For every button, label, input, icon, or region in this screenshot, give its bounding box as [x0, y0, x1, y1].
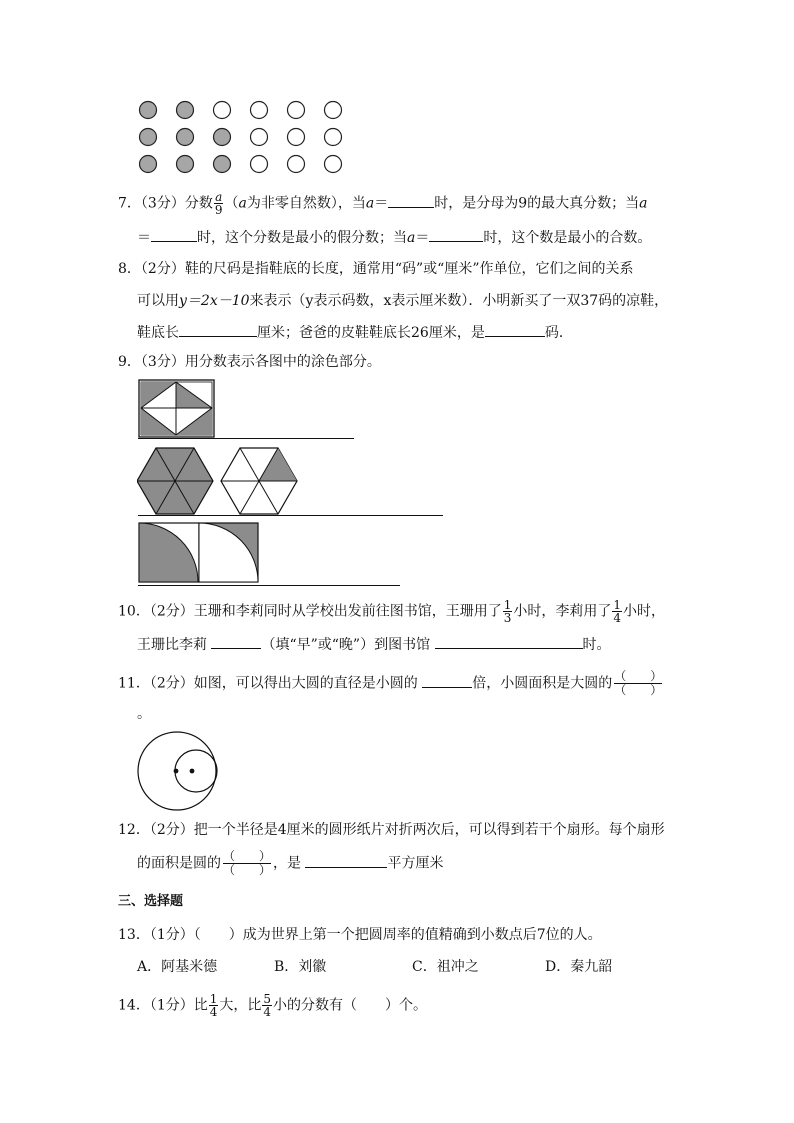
- answer-blank[interactable]: [305, 853, 387, 868]
- center-dot: [190, 769, 195, 774]
- rectangle-diamond-figure: [138, 379, 216, 439]
- dot: [251, 129, 268, 146]
- answer-blank[interactable]: [211, 634, 261, 649]
- center-dot: [174, 769, 179, 774]
- question-13-line-1: 13．（1分）（ ）成为世界上第一个把圆周率的值精确到小数点后7位的人。: [118, 927, 602, 943]
- fraction-1-over-4: $\frac{1}{4}$: [209, 992, 218, 1019]
- dot: [177, 102, 194, 119]
- question-8-line-1: 8．（2分）鞋的尺码是指鞋底的长度，通常用“码”或“厘米”作单位，它们之间的关系: [118, 261, 634, 277]
- question-7-line-1: 7．（3分）分数 $\frac{a}{9}$ （a为非零自然数），当a＝ 时，是分母为9的最大真分数；当a: [118, 190, 648, 217]
- question-12-line-2: 的面积是圆的 （ ） （ ） ，是 平方厘米: [137, 849, 444, 877]
- dot: [214, 102, 231, 119]
- section-title: 三、选择题: [118, 894, 184, 909]
- question-12-line-1: 12．（2分）把一个半径是4厘米的圆形纸片对折两次后，可以得到若干个扇形。每个扇形: [118, 822, 665, 838]
- dot: [288, 129, 305, 146]
- dot: [251, 156, 268, 173]
- dot: [140, 156, 157, 173]
- circles-figure: [135, 731, 221, 813]
- dot: [325, 102, 342, 119]
- option-c[interactable]: C．祖冲之: [412, 959, 479, 975]
- dot: [251, 102, 268, 119]
- fraction-1-over-4: $\frac{1}{4}$: [613, 598, 622, 625]
- answer-line[interactable]: [138, 438, 354, 439]
- dot: [140, 129, 157, 146]
- fraction-blank[interactable]: （ ） （ ）: [223, 849, 272, 877]
- fraction-a-over-9: $\frac{a}{9}$: [214, 190, 223, 217]
- fraction-1-over-3: $\frac{1}{3}$: [503, 598, 512, 625]
- option-a[interactable]: A．阿基米德: [137, 959, 218, 975]
- dot: [288, 102, 305, 119]
- answer-blank[interactable]: [151, 227, 197, 242]
- quarter-circle-squares-figure: [138, 522, 260, 584]
- option-b[interactable]: B．刘徽: [274, 959, 327, 975]
- question-10-line-2: 王珊比李莉 （填“早”或“晚”）到图书馆 时。: [137, 634, 611, 655]
- dot-grid-figure: [134, 96, 350, 178]
- dot: [288, 156, 305, 173]
- hexagon-full-shaded: [137, 448, 213, 514]
- question-8-line-2: 可以用y＝2x－10来表示（y表示码数，x表示厘米数）．小明新买了一双37码的凉鞋，: [137, 293, 669, 309]
- question-11-line-1: 11．（2分）如图，可以得出大圆的直径是小圆的 倍，小圆面积是大圆的 （ ） （ ）: [118, 669, 663, 697]
- answer-line[interactable]: [138, 515, 443, 516]
- question-8-line-3: 鞋底长 厘米；爸爸的皮鞋鞋底长26厘米，是 码．: [137, 322, 573, 343]
- question-7-line-2: ＝ 时，这个分数是最小的假分数；当a＝ 时，这个数是最小的合数。: [137, 227, 651, 248]
- fraction-5-over-4: $\frac{5}{4}$: [263, 992, 272, 1019]
- dot: [214, 129, 231, 146]
- fraction-blank[interactable]: （ ） （ ）: [614, 669, 663, 697]
- dot: [214, 156, 231, 173]
- answer-blank[interactable]: [429, 227, 483, 242]
- hexagon-one-sixth-shaded: [221, 448, 297, 514]
- question-11-end: 。: [137, 706, 151, 722]
- answer-blank[interactable]: [485, 322, 545, 337]
- option-d[interactable]: D．秦九韶: [545, 959, 613, 975]
- small-circle: [175, 750, 217, 792]
- question-10-line-1: 10．（2分）王珊和李莉同时从学校出发前往图书馆，王珊用了 $\frac{1}{3}$ 小时，李莉用了 $\frac{1}{4}$ 小时，: [118, 598, 666, 625]
- answer-blank[interactable]: [388, 193, 434, 208]
- dot: [325, 129, 342, 146]
- question-14-line-1: 14．（1分）比 $\frac{1}{4}$ 大，比 $\frac{5}{4}$ 小的分数有（ ）个。: [118, 992, 428, 1019]
- answer-blank[interactable]: [179, 322, 257, 337]
- question-9-line-1: 9．（3分）用分数表示各图中的涂色部分。: [118, 354, 381, 370]
- dot: [325, 156, 342, 173]
- hexagons-figure: [137, 446, 299, 516]
- dot: [177, 129, 194, 146]
- dot: [177, 156, 194, 173]
- dot: [140, 102, 157, 119]
- answer-blank[interactable]: [435, 634, 583, 649]
- answer-blank[interactable]: [422, 673, 472, 688]
- answer-line[interactable]: [138, 585, 400, 586]
